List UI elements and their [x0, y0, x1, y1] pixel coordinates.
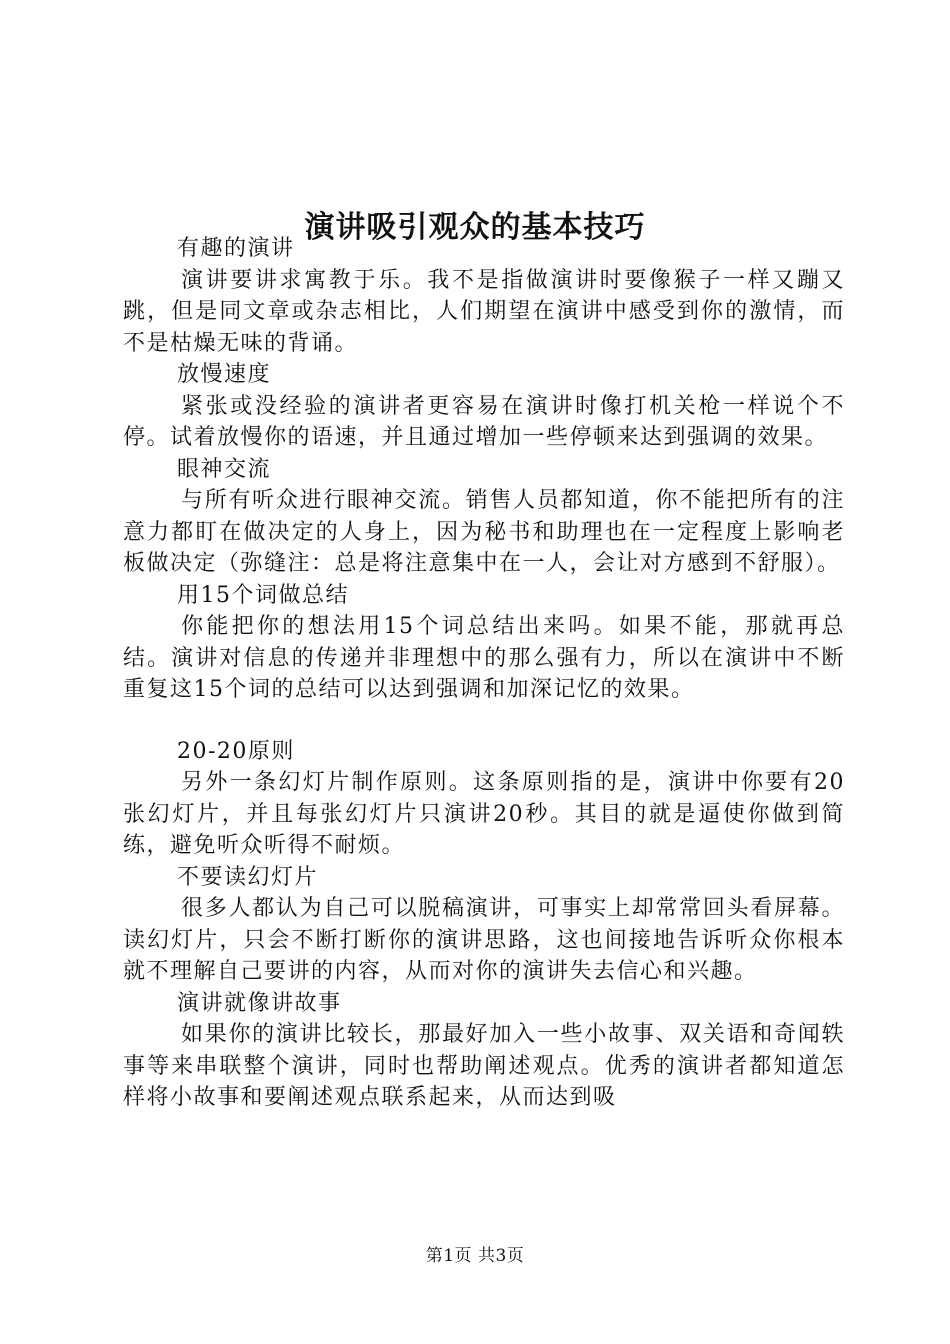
- document-title: 演讲吸引观众的基本技巧: [304, 210, 646, 246]
- section-paragraph: 紧张或没经验的演讲者更容易在演讲时像打机关枪一样说个不停。试着放慢你的语速，并且通过增加一些停顿来达到强调的效果。: [123, 393, 845, 450]
- section-paragraph: 如果你的演讲比较长，那最好加入一些小故事、双关语和奇闻轶事等来串联整个演讲，同时也帮助阐述观点。优秀的演讲者都知道怎样将小故事和要阐述观点联系起来，从而达到吸: [123, 1022, 845, 1110]
- section-paragraph: 很多人都认为自己可以脱稿演讲，可事实上却常常回头看屏幕。读幻灯片，只会不断打断你的演讲思路，这也间接地告诉听众你根本就不理解自己要讲的内容，从而对你的演讲失去信心和兴趣。: [123, 896, 845, 984]
- section-slow-down: [123, 359, 845, 454]
- section-heading: 用15个词做总结: [177, 582, 349, 608]
- section-heading: 演讲就像讲故事: [177, 990, 342, 1016]
- section-heading: 有趣的演讲: [177, 236, 295, 261]
- page-footer: 第1页 共3页: [425, 1246, 525, 1266]
- section-heading: 放慢速度: [177, 362, 272, 387]
- section-paragraph: 另外一条幻灯片制作原则。这条原则指的是，演讲中你要有20张幻灯片，并且每张幻灯片只演讲20秒。其目的就是逼使你做到简练，避免听众听得不耐烦。: [123, 770, 845, 858]
- section-eye-contact: [123, 454, 845, 580]
- section-fifteen-words: [123, 580, 845, 706]
- document-body: [123, 233, 845, 1114]
- section-twenty-twenty-rule: [123, 736, 845, 862]
- section-dont-read-slides: [123, 862, 845, 988]
- section-paragraph: 与所有听众进行眼神交流。销售人员都知道，你不能把所有的注意力都盯在做决定的人身上，因为秘书和助理也在一定程度上影响老板做决定（弥缝注：总是将注意集中在一人，会让对方感到不舒服）。: [123, 488, 845, 576]
- section-heading: 不要读幻灯片: [177, 864, 319, 890]
- section-storytelling: [123, 988, 845, 1114]
- section-heading: 20-20原则: [177, 738, 295, 764]
- section-interesting-speech: [123, 233, 845, 359]
- section-paragraph: 演讲要讲求寓教于乐。我不是指做演讲时要像猴子一样又蹦又跳，但是同文章或杂志相比，人们期望在演讲中感受到你的激情，而不是枯燥无味的背诵。: [123, 267, 845, 356]
- paragraph-spacer: [123, 706, 845, 736]
- section-paragraph: 你能把你的想法用15个词总结出来吗。如果不能，那就再总结。演讲对信息的传递并非理想中的那么强有力，所以在演讲中不断重复这15个词的总结可以达到强调和加深记忆的效果。: [123, 614, 845, 702]
- section-heading: 眼神交流: [177, 456, 272, 482]
